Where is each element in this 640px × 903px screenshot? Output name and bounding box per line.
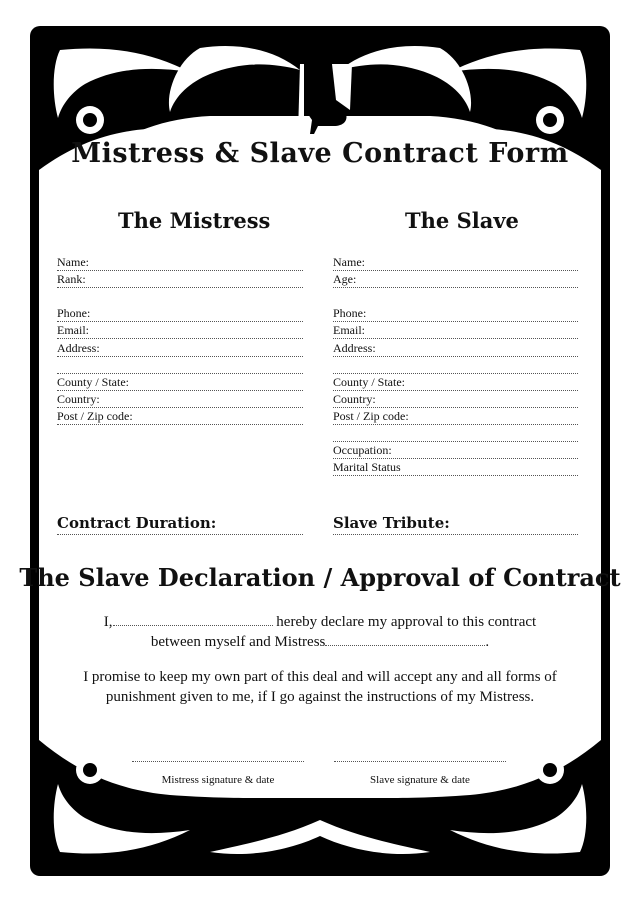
slave-tribute-field[interactable]: Slave Tribute: bbox=[333, 513, 578, 535]
mistress-country-field[interactable]: Country: bbox=[57, 392, 303, 408]
mistress-email-field[interactable]: Email: bbox=[57, 323, 303, 339]
mistress-signature-line[interactable] bbox=[132, 760, 304, 762]
slave-email-field[interactable]: Email: bbox=[333, 323, 578, 339]
slave-name-field[interactable]: Name: bbox=[333, 255, 578, 271]
page-title: Mistress & Slave Contract Form bbox=[71, 138, 569, 169]
slave-occupation-field[interactable]: Occupation: bbox=[333, 443, 578, 459]
slave-county-field[interactable]: County / State: bbox=[333, 375, 578, 391]
declaration-line-1: I, hereby declare my approval to this contract bbox=[0, 611, 640, 631]
slave-age-field[interactable]: Age: bbox=[333, 272, 578, 288]
mistress-name-blank[interactable] bbox=[325, 631, 485, 646]
slave-heading: The Slave bbox=[405, 208, 519, 233]
slave-phone-field[interactable]: Phone: bbox=[333, 306, 578, 322]
slave-marital-status-field[interactable]: Marital Status bbox=[333, 460, 578, 476]
mistress-heading: The Mistress bbox=[118, 208, 271, 233]
slave-signature-line[interactable] bbox=[334, 760, 506, 762]
declaration-title: The Slave Declaration / Approval of Contract bbox=[19, 563, 621, 592]
mistress-rank-field[interactable]: Rank: bbox=[57, 272, 303, 288]
mistress-phone-field[interactable]: Phone: bbox=[57, 306, 303, 322]
contract-duration-field[interactable]: Contract Duration: bbox=[57, 513, 303, 535]
slave-address-field[interactable]: Address: bbox=[333, 341, 578, 357]
mistress-county-field[interactable]: County / State: bbox=[57, 375, 303, 391]
slave-address-line2[interactable] bbox=[333, 358, 578, 374]
slave-name-blank[interactable] bbox=[113, 611, 273, 626]
slave-postcode-field[interactable]: Post / Zip code: bbox=[333, 409, 578, 425]
mistress-address-field[interactable]: Address: bbox=[57, 341, 303, 357]
slave-signature-label: Slave signature & date bbox=[370, 774, 470, 786]
declaration-line-2: between myself and Mistress . bbox=[0, 631, 640, 651]
mistress-signature-label: Mistress signature & date bbox=[161, 774, 275, 786]
mistress-address-line2[interactable] bbox=[57, 358, 303, 374]
promise-line-2: punishment given to me, if I go against the instructions of my Mistress. bbox=[105, 689, 535, 705]
mistress-postcode-field[interactable]: Post / Zip code: bbox=[57, 409, 303, 425]
mistress-name-field[interactable]: Name: bbox=[57, 255, 303, 271]
slave-country-field[interactable]: Country: bbox=[333, 392, 578, 408]
slave-blank-line[interactable] bbox=[333, 426, 578, 442]
promise-line-1: I promise to keep my own part of this deal and will accept any and all forms of bbox=[83, 669, 557, 685]
